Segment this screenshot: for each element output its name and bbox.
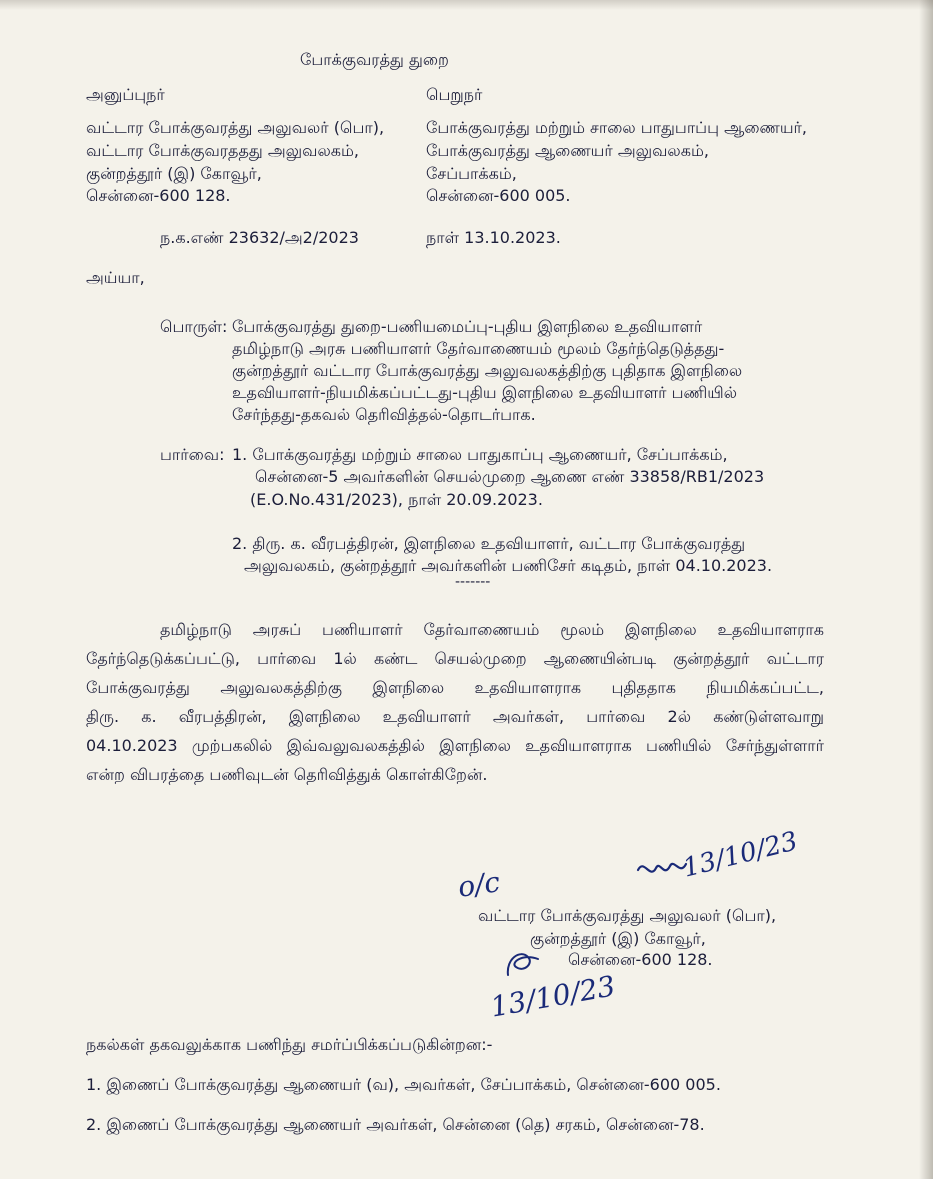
sender-line: குன்றத்தூர் (இ) கோவூர், [86,164,262,183]
copy-item: 1. இணைப் போக்குவரத்து ஆணையர் (வ), அவர்கள், சேப்பாக்கம், சென்னை-600 005. [86,1075,721,1094]
recipient-heading: பெறுநர் [426,85,483,104]
paper-shadow-top [0,0,933,10]
reference-number: ந.க.எண் 23632/அ2/2023 [160,228,359,247]
copies-heading: நகல்கள் தகவலுக்காக பணிந்து சமர்ப்பிக்கப்படுகின்றன:- [86,1035,493,1054]
subject-label: பொருள்: [160,317,228,336]
recipient-line: போக்குவரத்து மற்றும் சாலை பாதுபாப்பு ஆணையர், [426,118,807,137]
recipient-line: சென்னை-600 005. [426,186,571,205]
body-paragraph [86,615,824,789]
body-line: 04.10.2023 முற்பகலில் இவ்வலுவலகத்தில் இளநிலை உதவியாளராக பணியில் சேர்ந்துள்ளார் [86,736,824,755]
initial-scribble [498,945,558,985]
paper-shadow-right [919,0,933,1179]
signatory-line: குன்றத்தூர் (இ) கோவூர், [530,929,706,948]
body-line: என்ற விபரத்தை பணிவுடன் தெரிவித்துக் கொள்கிறேன். [86,765,488,784]
subject-line: உதவியாளர்-நியமிக்கப்பட்டது-புதிய இளநிலை உதவியாளர் பணியில் [232,383,737,402]
subject-line: தமிழ்நாடு அரசு பணியாளர் தேர்வாணையம் மூலம் தேர்ந்தெடுத்தது- [232,339,725,358]
subject-line: சேர்ந்தது-தகவல் தெரிவித்தல்-தொடர்பாக. [232,405,536,424]
body-line: தமிழ்நாடு அரசுப் பணியாளர் தேர்வாணையம் மூலம் இளநிலை உதவியாளராக [160,620,824,639]
reference-item-1-line: சென்னை-5 அவர்களின் செயல்முறை ஆணை எண் 33858/RB1/2023 [255,467,765,486]
letter-date: நாள் 13.10.2023. [426,228,561,247]
salutation: அய்யா, [86,268,145,287]
reference-item-2-line: 2. திரு. க. வீரபத்திரன், இளநிலை உதவியாளர், வட்டார போக்குவரத்து [232,534,746,553]
handwritten-initial-date: 13/10/23 [488,969,618,1024]
subject-line: குன்றத்தூர் வட்டார போக்குவரத்து அலுவலகத்திற்கு புதிதாக இளநிலை [232,361,743,380]
sender-line: வட்டார போக்குவரததது அலுவலகம், [86,141,359,160]
handwritten-signature-date: 13/10/23 [680,826,801,884]
separator-dashes: ------- [455,574,491,590]
recipient-line: போக்குவரத்து ஆணையர் அலுவலகம், [426,141,709,160]
sender-line: வட்டார போக்குவரத்து அலுவலர் (பொ), [86,118,385,137]
sender-heading: அனுப்புநர் [86,85,165,104]
body-line: தேர்ந்தெடுக்கப்பட்டு, பார்வை 1ல் கண்ட செயல்முறை ஆணையின்படி குன்றத்தூர் வட்டார [86,649,824,668]
subject-line: போக்குவரத்து துறை-பணியமைப்பு-புதிய இளநிலை உதவியாளர் [232,317,703,336]
body-line: திரு. க. வீரபத்திரன், இளநிலை உதவியாளர் அவர்கள், பார்வை 2ல் கண்டுள்ளவாறு [86,707,824,726]
handwritten-oc-mark: o/c [455,865,503,904]
reference-item-1-line: (E.O.No.431/2023), நாள் 20.09.2023. [250,490,543,509]
recipient-line: சேப்பாக்கம், [426,164,517,183]
department-heading: போக்குவரத்து துறை [300,50,449,69]
sender-line: சென்னை-600 128. [86,186,231,205]
references-label: பார்வை: [160,445,225,464]
signatory-line: வட்டார போக்குவரத்து அலுவலர் (பொ), [478,906,777,925]
reference-item-2-line: அலுவலகம், குன்றத்தூர் அவர்களின் பணிசேர் கடிதம், நாள் 04.10.2023. [244,556,773,575]
reference-item-1-line: 1. போக்குவரத்து மற்றும் சாலை பாதுகாப்பு ஆணையர், சேப்பாக்கம், [232,445,728,464]
copy-item: 2. இணைப் போக்குவரத்து ஆணையர் அவர்கள், சென்னை (தெ) சரகம், சென்னை-78. [86,1115,705,1134]
body-line: போக்குவரத்து அலுவலகத்திற்கு இளநிலை உதவியாளராக புதிததாக நியமிக்கப்பட்ட, [86,678,824,697]
signatory-line: சென்னை-600 128. [568,950,713,969]
